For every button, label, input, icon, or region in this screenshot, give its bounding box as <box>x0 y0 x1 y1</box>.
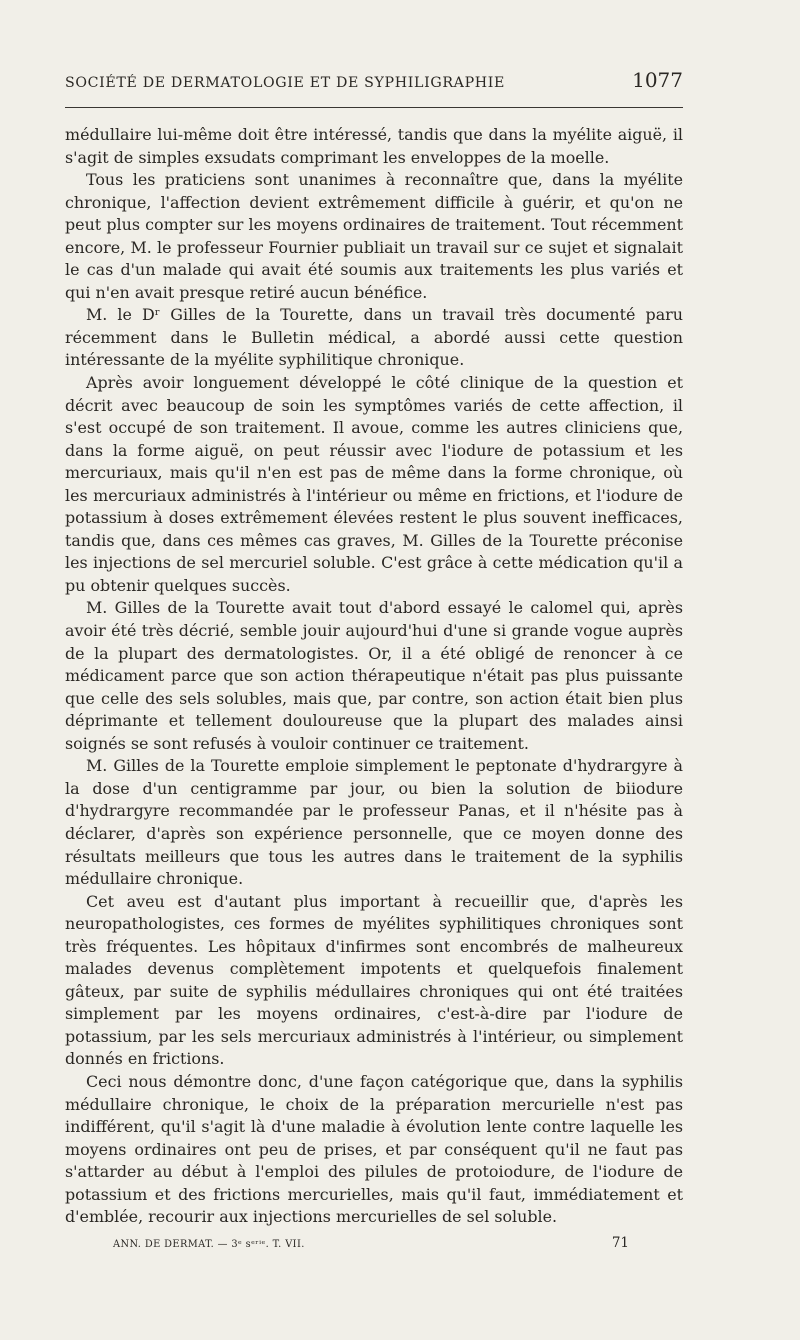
signature-mark: 71 <box>611 1235 629 1251</box>
paragraph: Tous les praticiens sont unanimes à reconnaître que, dans la myélite chronique, l'affection devient extrêmement difficile à guérir, et qu'on ne peut plus compter sur les moyens ordinaires de traitement. Tout récemment encore, M. le professeur Fournier publiait un travail sur ce sujet et signalait le cas d'un malade qui avait été soumis aux traitements les plus variés et qui n'en avait presque retiré aucun bénéfice. <box>65 170 683 302</box>
paragraph: médullaire lui-même doit être intéressé, tandis que dans la myélite aiguë, il s'agit de simples exsudats comprimant les enveloppes de la moelle. <box>65 125 683 167</box>
paragraph: M. le Dʳ Gilles de la Tourette, dans un travail très documenté paru récemment dans le Bulletin médical, a abordé aussi cette question intéressante de la myélite syphilitique chronique. <box>65 305 683 370</box>
body-text <box>65 124 683 1229</box>
page-number: 1077 <box>632 68 683 92</box>
paragraph: Après avoir longuement développé le côté clinique de la question et décrit avec beaucoup de soin les symptômes variés de cette affection, il s'est occupé de son traitement. Il avoue, comme les autres cliniciens que, dans la forme aiguë, on peut réussir avec l'iodure de potassium et les mercuriaux, mais qu'il n'en est pas de même dans la forme chronique, où les mercuriaux administrés à l'intérieur ou même en frictions, et l'iodure de potassium à doses extrêmement élevées restent le plus souvent inefficaces, tandis que, dans ces mêmes cas graves, M. Gilles de la Tourette préconise les injections de sel mercuriel soluble. C'est grâce à cette médication qu'il a pu obtenir quelques succès. <box>65 373 683 595</box>
paragraph: Cet aveu est d'autant plus important à recueillir que, d'après les neuropathologistes, ces formes de myélites syphilitiques chroniques sont très fréquentes. Les hôpitaux d'infirmes sont encombrés de malheureux malades devenus complètement impotents et quelquefois finalement gâteux, par suite de syphilis médullaires chroniques qui ont été traitées simplement par les moyens ordinaires, c'est-à-dire par l'iodure de potassium, par les sels mercuriaux administrés à l'intérieur, ou simplement donnés en frictions. <box>65 891 683 1069</box>
page-footer <box>113 1235 629 1251</box>
running-title: SOCIÉTÉ DE DERMATOLOGIE ET DE SYPHILIGRAPHIE <box>65 75 506 91</box>
paragraph: Ceci nous démontre donc, d'une façon catégorique que, dans la syphilis médullaire chronique, le choix de la préparation mercurielle n'est pas indifférent, qu'il s'agit là d'une maladie à évolution lente contre laquelle les moyens ordinaires ont peu de prises, et par conséquent qu'il ne faut pas s'attarder au début à l'emploi des pilules de protoiodure, de l'iodure de potassium et des frictions mercurielles, mais qu'il faut, immédiatement et d'emblée, recourir aux injections mercurielles de sel soluble. <box>65 1071 683 1227</box>
header-rule <box>65 107 683 108</box>
paragraph: M. Gilles de la Tourette emploie simplement le peptonate d'hydrargyre à la dose d'un centigramme par jour, ou bien la solution de biiodure d'hydrargyre recommandée par le professeur Panas, et il n'hésite pas à déclarer, d'après son expérience personnelle, que ce moyen donne des résultats meilleurs que tous les autres dans le traitement de la syphilis médullaire chronique. <box>65 756 683 889</box>
journal-reference: ANN. DE DERMAT. — 3ᵉ sᵉʳⁱᵉ. T. VII. <box>113 1239 305 1250</box>
paragraph: M. Gilles de la Tourette avait tout d'abord essayé le calomel qui, après avoir été très décrié, semble jouir aujourd'hui d'une si grande vogue auprès de la plupart des dermatologistes. Or, il a été obligé de renoncer à ce médicament parce que son action thérapeutique n'était pas plus puissante que celle des sels solubles, mais que, par contre, son action était bien plus déprimante et tellement douloureuse que la plupart des malades ainsi soignés se sont refusés à vouloir continuer ce traitement. <box>65 598 683 753</box>
page-header <box>65 68 683 92</box>
